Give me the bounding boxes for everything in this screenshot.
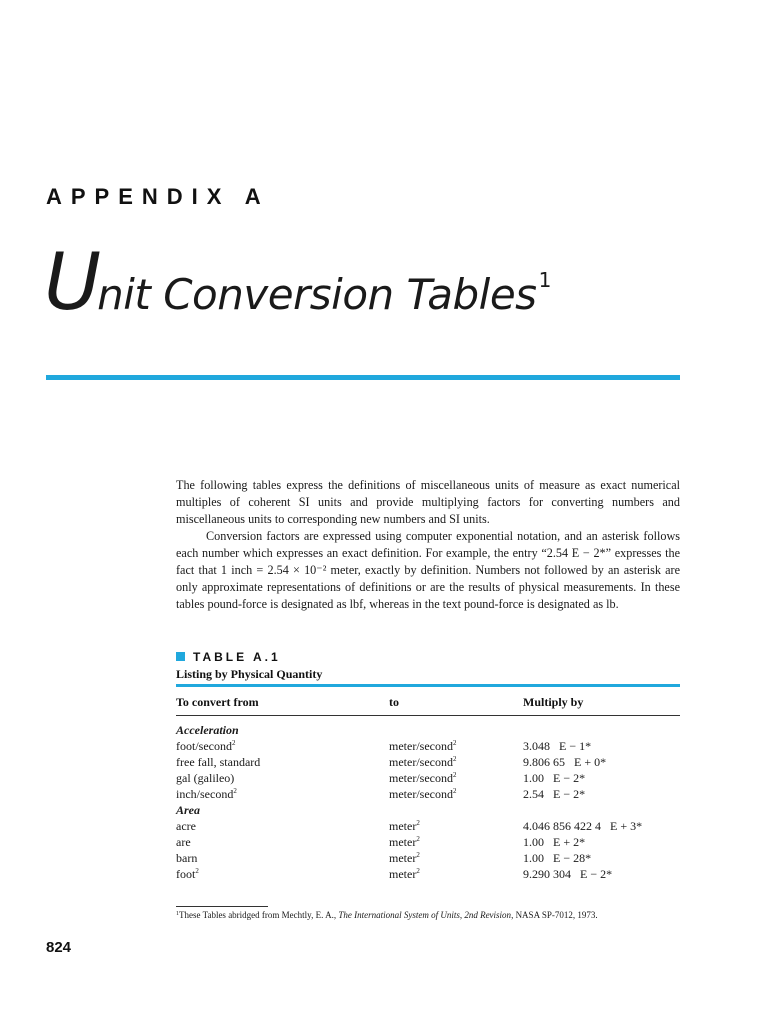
exponent: 2 (452, 755, 457, 763)
header-to: to (389, 695, 399, 709)
table-row (176, 818, 680, 834)
table-label-text: TABLE A.1 (193, 650, 281, 664)
cell-convert-from (176, 834, 191, 850)
cell-convert-from (176, 818, 196, 834)
table-row (176, 786, 680, 802)
table-header (176, 694, 680, 710)
cell-factor: 9.806 65 E + 0* (523, 755, 607, 769)
footnote-title: The International System of Units, 2nd Revision (338, 910, 512, 920)
cell-factor: 2.54 E − 2* (523, 787, 586, 801)
exponent: 2 (452, 739, 457, 747)
cell-convert-from (176, 866, 199, 882)
exponent: 2 (232, 739, 236, 747)
unit-from: gal (galileo) (176, 771, 235, 785)
table-row (176, 770, 680, 786)
unit-to: meter/second (389, 787, 453, 801)
intro-paragraph-2: Conversion factors are expressed using computer exponential notation, and an asterisk follows each number which expresses an exact definition. For example, the entry “2.54 E − 2*” expresses the fact that 1 inch = 2.54 × 10⁻² meter, exactly by definition. Numbers not followed by an asterisk are only approximate representations of definitions or are the results of physical measurements. In these tables pound-force is designated as lbf, whereas in the text pound-force is designated as lb. (176, 529, 680, 611)
exponent: 2 (233, 787, 237, 795)
square-bullet-icon (176, 652, 185, 661)
cell-to (389, 738, 456, 754)
exponent: 2 (416, 851, 420, 859)
cell-to (389, 818, 420, 834)
table-caption: Listing by Physical Quantity (176, 667, 323, 681)
exponent: 2 (416, 835, 420, 843)
cell-factor: 1.00 E − 28* (523, 851, 592, 865)
appendix-label: APPENDIX A (46, 184, 270, 209)
page-title (44, 238, 552, 328)
cell-convert-from (176, 786, 237, 802)
table-body (176, 722, 680, 882)
footnote (176, 910, 598, 920)
footnote-tail: , NASA SP-7012, 1973. (511, 910, 598, 920)
footnote-mark: 1 (176, 911, 179, 917)
exponent: 2 (452, 771, 457, 779)
cell-to (389, 786, 456, 802)
intro-text (176, 477, 680, 613)
cell-convert-from (176, 770, 234, 786)
unit-from: foot/second (176, 739, 232, 753)
unit-to: meter (389, 851, 417, 865)
page-number: 824 (46, 939, 72, 956)
table-rule (176, 684, 680, 687)
title-initial: U (44, 238, 102, 328)
cell-to (389, 850, 420, 866)
table-row (176, 866, 680, 882)
cell-convert-from (176, 754, 260, 770)
exponent: 2 (416, 819, 420, 827)
unit-from: free fall, standard (176, 755, 261, 769)
cell-factor: 1.00 E + 2* (523, 835, 586, 849)
table-label (176, 650, 281, 664)
table-group-heading: Acceleration (176, 723, 239, 737)
unit-from: foot (176, 867, 196, 881)
intro-paragraph-1: The following tables express the definitions of miscellaneous units of measure as exact numerical multiples of coherent SI units and provide multiplying factors for converting numbers and miscellaneous units to corresponding new numbers and SI units. (176, 478, 680, 526)
header-convert-from: To convert from (176, 695, 259, 709)
cell-convert-from (176, 850, 197, 866)
unit-from: acre (176, 819, 196, 833)
unit-from: are (176, 835, 191, 849)
cell-factor: 4.046 856 422 4 E + 3* (523, 819, 643, 833)
cell-factor: 3.048 E − 1* (523, 739, 592, 753)
table-row (176, 754, 680, 770)
footnote-rule (176, 906, 268, 907)
footnote-text: These Tables abridged from Mechtly, E. A., (179, 910, 339, 920)
table-row (176, 738, 680, 754)
cell-to (389, 754, 456, 770)
header-rule (176, 715, 680, 716)
table-group-heading: Area (176, 803, 200, 817)
exponent: 2 (452, 787, 457, 795)
unit-from: inch/second (176, 787, 234, 801)
exponent: 2 (416, 867, 420, 875)
unit-to: meter (389, 819, 417, 833)
unit-to: meter/second (389, 739, 453, 753)
table-row (176, 834, 680, 850)
unit-to: meter (389, 835, 417, 849)
exponent: 2 (195, 867, 199, 875)
cell-to (389, 770, 456, 786)
unit-from: barn (176, 851, 198, 865)
unit-to: meter/second (389, 755, 453, 769)
cell-to (389, 866, 420, 882)
title-text: nit Conversion Tables (97, 270, 537, 319)
cell-factor: 1.00 E − 2* (523, 771, 586, 785)
unit-to: meter (389, 867, 417, 881)
title-rule (46, 375, 680, 380)
cell-to (389, 834, 420, 850)
unit-to: meter/second (389, 771, 453, 785)
title-footnote-mark: 1 (538, 268, 552, 292)
cell-convert-from (176, 738, 236, 754)
header-multiply-by: Multiply by (523, 695, 584, 709)
table-row (176, 850, 680, 866)
cell-factor: 9.290 304 E − 2* (523, 867, 613, 881)
